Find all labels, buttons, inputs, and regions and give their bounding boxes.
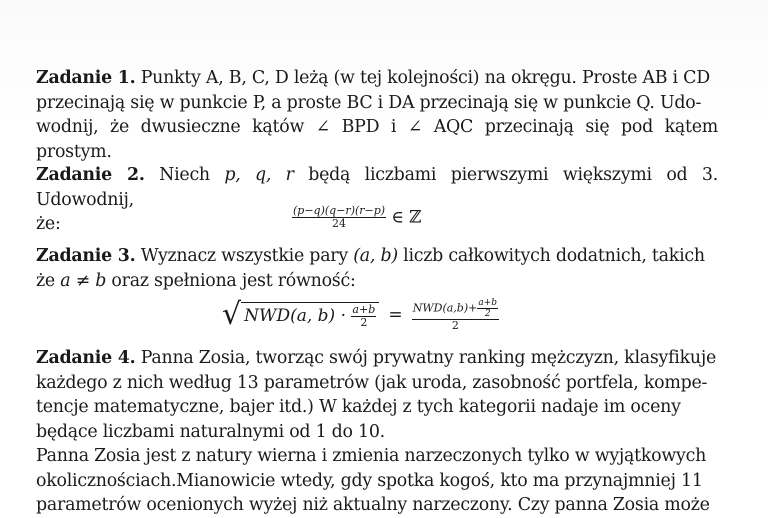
problem-4-line-1: Zadanie 4. Panna Zosia, tworząc swój prywatny ranking mężczyzn, klasyfikuje — [36, 348, 717, 368]
problem-3-formula — [222, 298, 499, 332]
problem-2-line-1: Zadanie 2. Niech p, q, r będą liczbami pierwszymi większymi od 3. Udowodnij, — [36, 165, 719, 210]
equals-sign: = — [388, 305, 403, 325]
problem-2-denominator: 24 — [332, 217, 347, 230]
problem-1-line-1: Zadanie 1. Punkty A, B, C, D leżą (w tej kolejności) na okręgu. Proste AB i CD — [36, 68, 710, 88]
problem-3 — [36, 244, 718, 293]
problem-4 — [36, 346, 718, 518]
problem-2-vars: p, q, r — [224, 165, 294, 185]
problem-4-line-5: Panna Zosia jest z natury wierna i zmienia narzeczonych tylko w wyjątkowych — [36, 446, 707, 466]
problem-2-numerator: (p−q)(q−r)(r−p) — [293, 204, 386, 217]
problem-4-line-2: każdego z nich według 13 parametrów (jak uroda, zasobność portfela, kompe- — [36, 372, 708, 393]
problem-3-rhs-fraction: NWD(a,b)+ $\frac{a+b}{2}$ 2 — [412, 298, 498, 332]
problem-3-pair: (a, b) — [353, 246, 398, 266]
problem-2-membership: ∈ ℤ — [391, 207, 422, 228]
problem-2-line-2: że: — [36, 214, 61, 234]
problem-2-formula — [292, 205, 422, 230]
problem-4-line-6: okolicznościach.Mianowicie wtedy, gdy spotka kogoś, kto ma przynajmniej 11 — [36, 470, 703, 491]
sqrt-symbol: √ — [222, 297, 242, 332]
problem-1-line-2: przecinają się w punkcie P, a proste BC i DA przecinają się w punkcie Q. Udo- — [36, 92, 702, 113]
problem-3-line-1: Zadanie 3. Wyznacz wszystkie pary (a, b) liczb całkowitych dodatnich, takich — [36, 246, 705, 266]
problem-4-line-3: tencje matematyczne, bajer itd.) W każdej z tych kategorii nadaje im oceny — [36, 397, 681, 417]
problem-3-condition: a ≠ b — [60, 270, 107, 291]
problem-2-label: Zadanie 2. — [36, 165, 145, 185]
problem-4-line-4: będące liczbami naturalnymi od 1 do 10. — [36, 421, 385, 442]
problem-1 — [36, 66, 718, 164]
problem-1-line-3: wodnij, że dwusieczne kątów ∠ BPD i ∠ AQC przecinają się pod kątem prostym. — [36, 117, 718, 162]
problem-4-label: Zadanie 4. — [36, 348, 136, 368]
problem-3-label: Zadanie 3. — [36, 246, 136, 266]
problem-3-line-2: że a ≠ b oraz spełniona jest równość: — [36, 270, 356, 291]
problem-2-fraction — [292, 205, 386, 230]
sqrt-radicand: NWD(a, b) · $\frac{a+b}{2}$ — [241, 302, 379, 329]
problem-4-line-7: parametrów ocenionych wyżej niż aktualny narzeczony. Czy panna Zosia może — [36, 495, 710, 515]
problem-1-label: Zadanie 1. — [36, 68, 136, 88]
